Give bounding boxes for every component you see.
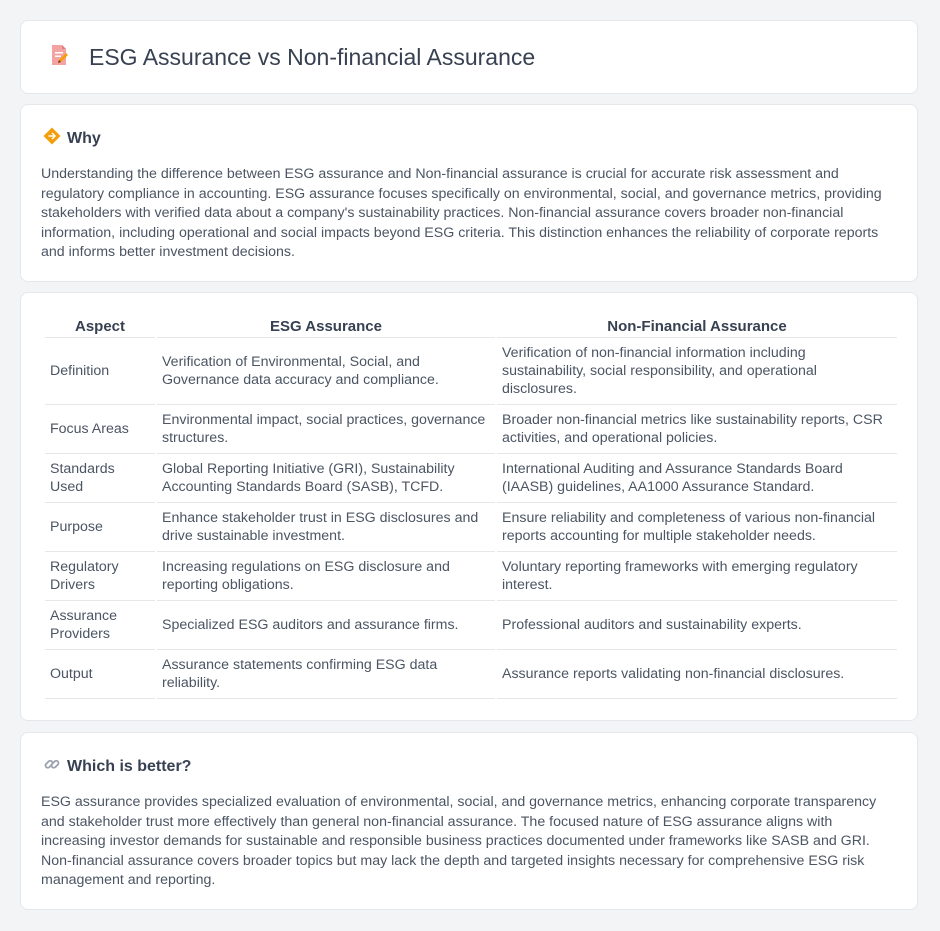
cell-esg: Environmental impact, social practices, governance structures.	[157, 405, 495, 454]
why-title: Why	[67, 129, 101, 147]
diamond-arrows-icon	[43, 127, 61, 150]
cell-aspect: Regulatory Drivers	[45, 552, 155, 601]
header-nonfinancial: Non-Financial Assurance	[497, 315, 897, 338]
cell-esg: Global Reporting Initiative (GRI), Sustainability Accounting Standards Board (SASB), TCFD.	[157, 454, 495, 503]
cell-aspect: Output	[45, 650, 155, 699]
why-body: Understanding the difference between ESG assurance and Non-financial assurance is crucial for accurate risk assessment and regulatory compliance in accounting. ESG assurance focuses specifically on environmental, social, and governance metrics, providing stakeholders with verified data about a company's sustainability practices. Non-financial assurance covers broader non-financial information, including operational and social impacts beyond ESG criteria. This distinction enhances the reliability of corporate reports and informs better investment decisions.	[41, 166, 882, 261]
document-pencil-icon	[47, 43, 71, 72]
cell-aspect: Definition	[45, 338, 155, 405]
cell-nonfinancial: Professional auditors and sustainability experts.	[497, 601, 897, 650]
cell-nonfinancial: Verification of non-financial information including sustainability, social responsibility, and operational disclosures.	[497, 338, 897, 405]
cell-nonfinancial: International Auditing and Assurance Standards Board (IAASB) guidelines, AA1000 Assurance Standard.	[497, 454, 897, 503]
table-row	[45, 650, 897, 699]
table-row	[45, 405, 897, 454]
cell-nonfinancial: Voluntary reporting frameworks with emerging regulatory interest.	[497, 552, 897, 601]
cell-esg: Verification of Environmental, Social, and Governance data accuracy and compliance.	[157, 338, 495, 405]
table-row	[45, 454, 897, 503]
cell-esg: Assurance statements confirming ESG data reliability.	[157, 650, 495, 699]
cell-esg: Increasing regulations on ESG disclosure and reporting obligations.	[157, 552, 495, 601]
header-aspect: Aspect	[45, 315, 155, 338]
cell-nonfinancial: Ensure reliability and completeness of various non-financial reports accounting for multiple stakeholder needs.	[497, 503, 897, 552]
link-icon	[43, 755, 61, 778]
cell-aspect: Standards Used	[45, 454, 155, 503]
table-row	[45, 552, 897, 601]
cell-nonfinancial: Broader non-financial metrics like sustainability reports, CSR activities, and operational policies.	[497, 405, 897, 454]
page-title: ESG Assurance vs Non-financial Assurance	[89, 43, 536, 70]
table-row	[45, 338, 897, 405]
comparison-card	[20, 292, 918, 721]
cell-aspect: Purpose	[45, 503, 155, 552]
header-esg: ESG Assurance	[157, 315, 495, 338]
header-card	[20, 20, 918, 94]
cell-aspect: Focus Areas	[45, 405, 155, 454]
why-card	[20, 104, 918, 282]
table-row	[45, 503, 897, 552]
cell-esg: Enhance stakeholder trust in ESG disclosures and drive sustainable investment.	[157, 503, 495, 552]
cell-aspect: Assurance Providers	[45, 601, 155, 650]
better-title: Which is better?	[67, 757, 192, 775]
table-header-row	[45, 315, 897, 338]
comparison-table	[43, 315, 899, 699]
better-card	[20, 732, 918, 910]
better-body: ESG assurance provides specialized evaluation of environmental, social, and governance metrics, enhancing corporate transparency and stakeholder trust more effectively than general non-financial assurance. The focused nature of ESG assurance aligns with increasing investor demands for sustainable and responsible business practices documented under frameworks like SASB and GRI. Non-financial assurance covers broader topics but may lack the depth and targeted insights necessary for comprehensive ESG risk management and reporting.	[41, 794, 877, 889]
table-row	[45, 601, 897, 650]
cell-nonfinancial: Assurance reports validating non-financial disclosures.	[497, 650, 897, 699]
cell-esg: Specialized ESG auditors and assurance firms.	[157, 601, 495, 650]
